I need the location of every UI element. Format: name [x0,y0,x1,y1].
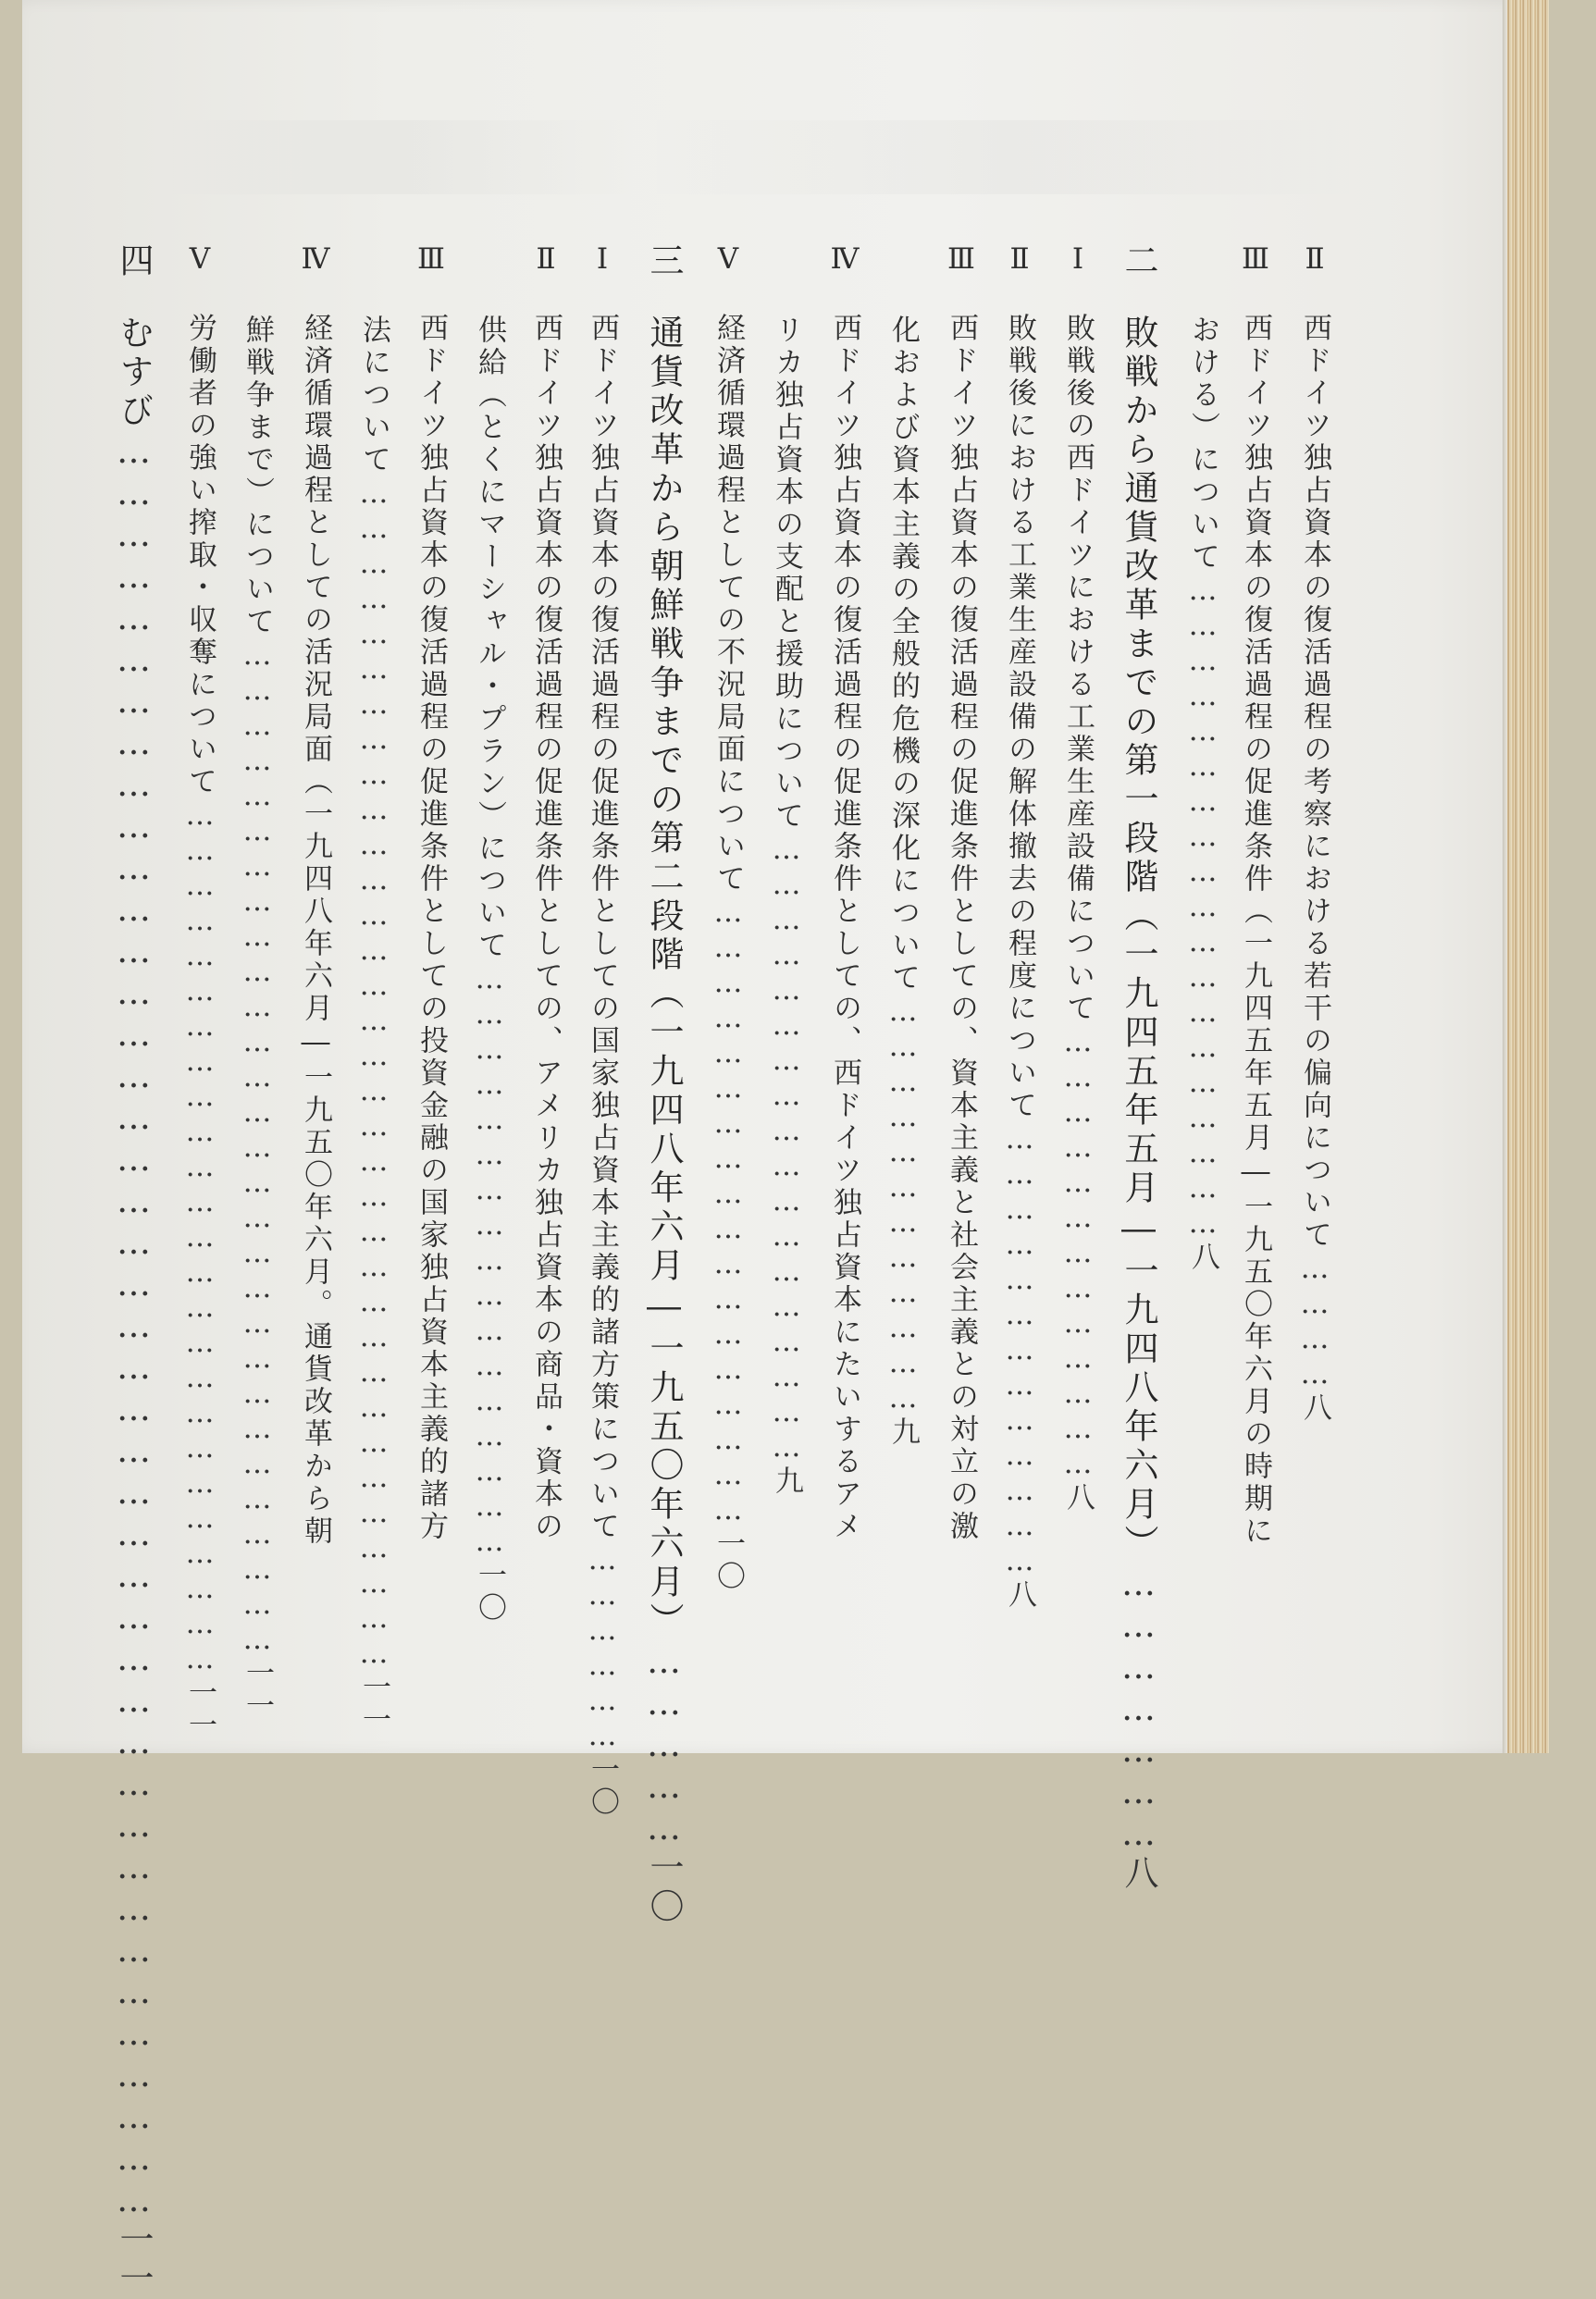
toc-entry: Ⅲ西ドイツ独占資本の復活過程の促進条件（一九四五年五月―一九五〇年六月の時期に [1239,242,1272,1548]
toc-entry-continued: 鮮戦争まで）について……………………………………………………………………………一一 [241,315,274,1723]
toc-entry: Ⅳ経済循環過程としての活況局面（一九四八年六月―一九五〇年六月。通貨改革から朝 [299,242,332,1548]
toc-entry: Ⅴ労働者の強い搾取・収奪について…………………………………………………………………一一 [183,242,217,1742]
toc-entry: Ⅱ敗戦後における工業生産設備の解体撤去の程度について…………………………………八 [1003,242,1036,1612]
toc-entry-continued: 化および資本主義の全般的危機の深化について………………………………九 [886,315,920,1449]
toc-entry-continued: おける）について…………………………………………………八 [1186,315,1219,1274]
toc-entry: Ⅲ西ドイツ独占資本の復活過程の促進条件としての、資本主義と社会主義との対立の激 [945,242,978,1543]
toc-section-heading: 三通貨改革から朝鮮戦争までの第二段階（一九四八年六月―一九五〇年六月）……………一〇 [644,242,684,1927]
toc-entry: Ⅰ西ドイツ独占資本の復活過程の促進条件としての国家独占資本主義的諸方策について………………一〇 [586,242,619,1819]
toc-entry-continued: 供給（とくにマーシャル・プラン）について……………………………………………一〇 [473,315,506,1625]
show-through-text [161,120,1364,194]
toc-entry: Ⅱ西ドイツ独占資本の復活過程の考察における若干の偏向について…………八 [1298,242,1331,1425]
toc-entry: Ⅰ敗戦後の西ドイツにおける工業生産設備について…………………………………八 [1061,242,1095,1514]
toc-entry-continued: リカ独占資本の支配と援助について………………………………………………九 [770,315,803,1498]
toc-entry: Ⅱ西ドイツ独占資本の復活過程の促進条件としての、アメリカ独占資本の商品・資本の [529,242,563,1543]
page-edge [1503,0,1549,1753]
book-page [22,0,1549,2299]
toc-section-heading: 二敗戦から通貨改革までの第一段階（一九四五年五月―一九四八年六月）…………………八 [1119,242,1158,1894]
toc-entry-continued: 法について…………………………………………………………………………………………一一 [357,315,390,1737]
toc-entry: Ⅳ西ドイツ独占資本の復活過程の促進条件としての、西ドイツ独占資本にたいするアメ [828,242,861,1543]
toc-entry: Ⅴ経済循環過程としての不況局面について………………………………………………一〇 [711,242,745,1593]
toc-entry: Ⅲ西ドイツ独占資本の復活過程の促進条件としての投資金融の国家独占資本主義的諸方 [414,242,448,1543]
toc-section-heading: 四むすび…………………………………………………………………………………………………………………一一 [114,242,154,2299]
